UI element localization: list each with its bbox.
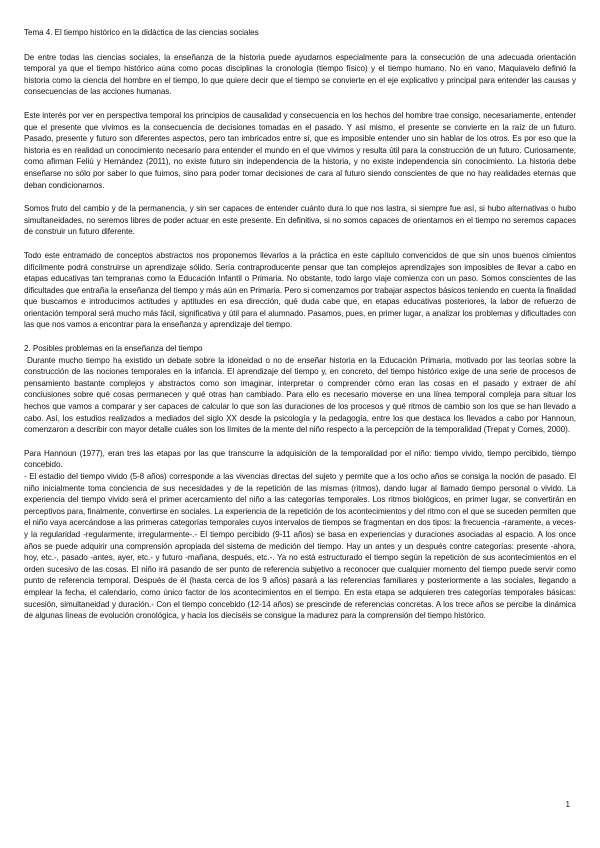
section-heading: 2. Posibles problemas en la enseñanza del tiempo: [24, 344, 203, 354]
intro-paragraph-2: Este interés por ver en perspectiva temporal los principios de causalidad y consecuencia en los hechos del hombre trae consigo, necesariamente, entender que el presente que vivimos es la consecuencia de decisiones tomadas en el pasado. Y así mismo, el presente se convierte en la raíz de un futuro. Pasado, presente y futuro son diferentes aspectos, pero tan imbricados entre sí, que es imposible entender uno sin hablar de los otros. Es por eso que la historia es en realidad un conocimiento necesario para entender el mundo en el que vivimos y resulta útil para la construcción de un futuro. Curiosamente, como afirman Feliú y Hernández (2011), no existe futuro sin independencia de la historia, y no existe independencia sin conocimiento. La historia debe enseñarse no sólo por saber lo que fuimos, sino para poder tomar decisiones de cara al futuro siendo conscientes de que no hay realidades eternas que deban condicionarnos.: [24, 110, 576, 190]
section-2: [24, 343, 576, 436]
page-number: 1: [565, 800, 570, 809]
document-body: [24, 27, 576, 634]
intro-paragraph-1: De entre todas las ciencias sociales, la enseñanza de la historia puede ayudarnos especialmente para la consecución de una adecuada orientación temporal ya que el tiempo histórico aúna como pocas disciplinas la cronología (tiempo físico) y el tiempo humano. No en vano, Maquiavelo definió la historia como la ciencia del hombre en el tiempo, lo que quiere decir que el tiempo se convierte en el eje explicativo y principal para entender las causas y consecuencias de las acciones humanas.: [24, 52, 576, 97]
hannoun-stages: [24, 448, 576, 622]
intro-paragraph-3: Somos fruto del cambio y de la permanencia, y sin ser capaces de entender cuánto dura lo que nos lastra, si siempre fue así, si hubo alternativas o hubo simultaneidades, no seremos libres de poder actuar en este presente. En definitiva, si no somos capaces de orientarnos en el tiempo no seremos capaces de construir un futuro diferente.: [24, 204, 576, 237]
section-2-paragraph: Durante mucho tiempo ha existido un debate sobre la idoneidad o no de enseñar historia en la Educación Primaria, motivado por las teorías sobre la construcción de las nociones temporales en la infancia. El aprendizaje del tiempo y, en concreto, del tiempo histórico exige de una serie de procesos de pensamiento bastante complejos y abstractos como son imaginar, interpretar o comprender cómo eran las cosas en el pasado y extraer de ahí conclusiones sobre qué cosas permanecen y qué otras han cambiado. Para ello es necesario moverse en una línea temporal compleja para situar los hechos que vamos a comparar y ser capaces de calcular lo que son las duraciones de los procesos y qué ritmos de cambio son los que se han llevado a cabo. Así, los estudios realizados a mediados del siglo XX desde la psicología y la pedagogía, entre los que destaca los llevados a cabo por Hannoun, comenzaron a describir con mayor detalle cuáles son los límites de la mente del niño respecto a la percepción de la temporalidad (Trepat y Comes, 2000).: [24, 355, 576, 435]
hannoun-intro: Para Hannoun (1977), eran tres las etapas por las que transcurre la adquisición de la temporalidad por el niño: tiempo vivido, tiempo percibido, tiempo concebido.: [24, 448, 576, 470]
hannoun-detail: - El estadio del tiempo vivido (5-8 años) corresponde a las vivencias directas del sujeto y permite que a los ocho años se consiga la noción de pasado. El niño inicialmente toma conciencia de sus necesidades y de la repetición de las mismas (ritmos), dando lugar al llamado tiempo personal o vivido. La experiencia del tiempo vivido será el primer acercamiento del niño a las categorías temporales. Los ritmos biológicos, en primer lugar, se convertirán en perceptivos para, finalmente, convertirse en sociales. La experiencia de la repetición de los acontecimientos y del ritmo con el que se suceden permiten que el niño vaya acercándose a las primeras categorías temporales cuyos intervalos de tiempos se fragmentan en dos tipos: la frecuencia -raramente, a veces- y la regularidad -regularmente, irregularmente-.- El tiempo percibido (9-11 años) se basa en experiencias y duraciones asociadas al espacio. A los once años se puede adquirir una comprensión apropiada del sistema de medición del tiempo. Hay un antes y un después contre categorías: presente -ahora, hoy, etc.-, pasado -antes, ayer, etc.- y futuro -mañana, después, etc.-. Ya no está estructurado el tiempo según la repetición de sus acontecimientos en el orden sucesivo de las cosas. El niño irá pasando de ser punto de referencia subjetivo a reconocer que cualquier momento del tiempo puede servir como punto de referencia temporal. Después de él (hasta cerca de los 9 años) pasará a las referencias familiares y posteriormente a las sociales, llegando a emplear la fecha, el calendario, como único factor de los acontecimientos en el tiempo. En esta etapa se adquieren tres categorías temporales básicas: sucesión, simultaneidad y duración.- Con el tiempo concebido (12-14 años) se prescinde de referencias concretas. A los trece años se percibe la dinámica de algunas líneas de evolución cronológica, y hacia los dieciséis se consigue la madurez para la comprensión del tiempo histórico.: [24, 472, 576, 621]
intro-paragraph-4: Todo este entramado de conceptos abstractos nos proponemos llevarlos a la práctica en este capítulo convencidos de que sin unos buenos cimientos difícilmente podrá construirse un aprendizaje sólido. Sería contraproducente pensar que tan complejos aprendizajes son imposibles de llevar a cabo en etapas educativas tan tempranas como la Educación Infantil o Primaria. No obstante, todo largo viaje comienza con un paso. Somos conscientes de las dificultades que entraña la enseñanza del tiempo y más aún en Primaria. Pero si comenzamos por trabajar aspectos básicos teniendo en cuenta la finalidad que buscamos e introducimos actitudes y aptitudes en esa dirección, qué duda cabe que, en etapas educativas posteriores, la labor de refuerzo de orientación temporal será mucho más fácil, significativa y útil para el alumnado. Pasamos, pues, en primer lugar, a analizar los problemas y dificultades con las que nos vamos a encontrar para la enseñanza y aprendizaje del tiempo.: [24, 250, 576, 330]
page-title: Tema 4. El tiempo histórico en la didáctica de las ciencias sociales: [24, 28, 259, 37]
